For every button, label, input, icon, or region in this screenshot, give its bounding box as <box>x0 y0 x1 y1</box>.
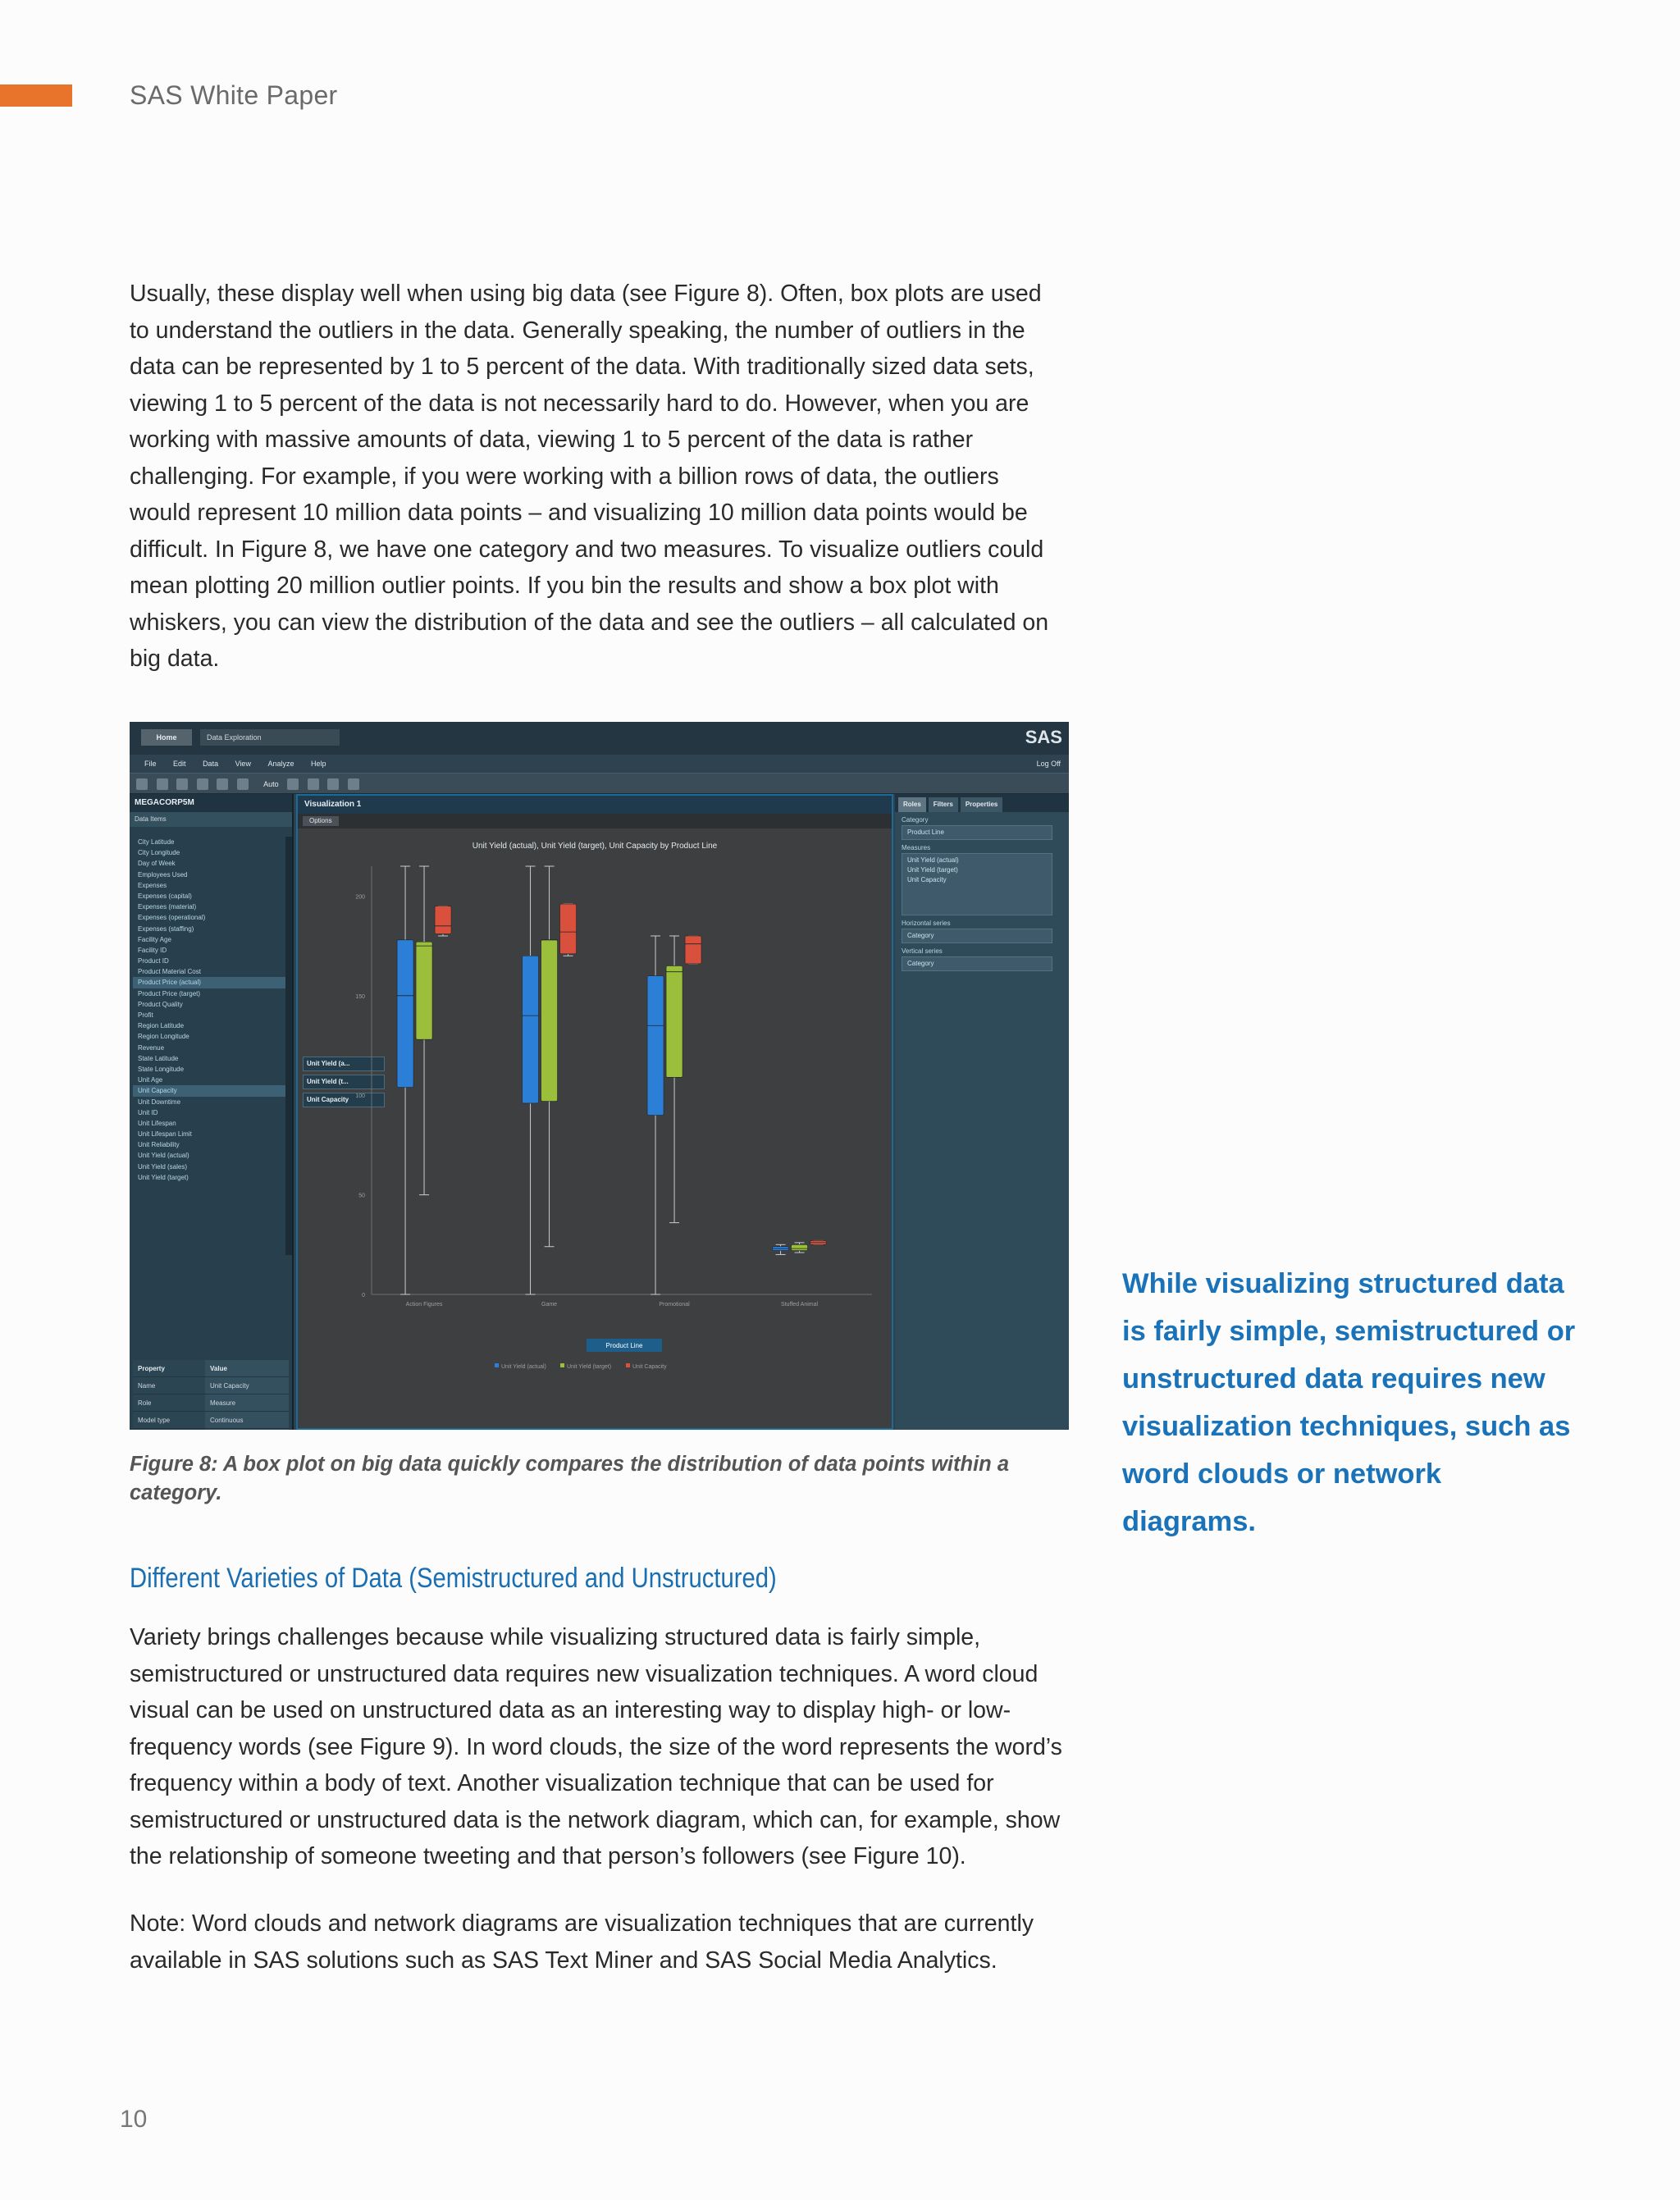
property-table <box>133 1360 289 1430</box>
log-off-link[interactable]: Log Off <box>1036 760 1061 768</box>
page-number: 10 <box>120 2106 148 2133</box>
redo-icon[interactable] <box>217 778 228 790</box>
undo-icon[interactable] <box>197 778 208 790</box>
vertical-series-label: Vertical series <box>902 947 943 955</box>
data-item[interactable]: State Longitude <box>138 1065 185 1073</box>
data-item[interactable]: Revenue <box>138 1043 165 1052</box>
data-item[interactable]: Expenses (material) <box>138 903 197 911</box>
measure-item[interactable]: Unit Yield (actual) <box>907 856 959 864</box>
menu-edit[interactable]: Edit <box>173 760 186 768</box>
legend-swatch <box>495 1363 499 1367</box>
section-paragraph: Variety brings challenges because while visualizing structured data is fairly simple, semistructured or unstructured data requires new visualization techniques. A word cloud visual can be used on unstructured data as an interesting way to display high- or low-frequency words (see Figure 9). In word clouds, the size of the word represents the word’s frequency within a body of text. Another visualization technique that can be used for semistructured or unstructured data is the network diagram, which can, for example, show the relationship of someone tweeting and that person’s followers (see Figure 10). <box>130 1624 1062 1869</box>
data-item[interactable]: Unit Age <box>138 1076 163 1084</box>
options-bar <box>298 814 892 828</box>
data-item[interactable]: Region Longitude <box>138 1033 189 1041</box>
chart-title: Unit Yield (actual), Unit Yield (target), Unit Capacity by Product Line <box>472 842 718 851</box>
menu-analyze[interactable]: Analyze <box>267 760 294 768</box>
measures-role-field[interactable] <box>902 853 1052 915</box>
data-item[interactable]: Profit <box>138 1011 153 1019</box>
roles-pane <box>895 794 1069 1430</box>
section-heading: Different Varieties of Data (Semistructured and Unstructured) <box>130 1563 777 1594</box>
data-item[interactable]: Unit Yield (target) <box>138 1173 189 1181</box>
new-icon[interactable] <box>136 778 148 790</box>
intro-paragraph: Usually, these display well when using big data (see Figure 8). Often, box plots are used to understand the outliers in the data. Generally speaking, the number of outliers in the data can be represented by 1 to 5 percent of the data. With traditionally sized data sets, viewing 1 to 5 percent of the data is not necessarily hard to do. However, when you are working with massive amounts of data, viewing 1 to 5 percent of the data is rather challenging. For example, if you were working with a billion rows of data, the outliers would represent 10 million data points – and visualizing 10 million data points would be difficult. In Figure 8, we have one category and two measures. To visualize outliers could mean plotting 20 million outlier points. If you bin the results and show a box plot with whiskers, you can view the distribution of the data and see the outliers – all calculated on big data. <box>130 281 1049 672</box>
data-item[interactable]: Product Quality <box>138 1000 183 1008</box>
header-accent-bar <box>0 84 72 107</box>
box <box>685 936 701 964</box>
y-tick-label: 50 <box>358 1193 365 1199</box>
data-source-title[interactable]: MEGACORP5M <box>130 794 292 812</box>
property-row[interactable] <box>133 1429 289 1430</box>
tab-properties[interactable]: Properties <box>961 797 1003 812</box>
data-items-header: Data Items <box>130 812 292 827</box>
visualization-title: Visualization 1 <box>298 796 892 814</box>
app-switcher[interactable]: Data Exploration <box>200 729 340 746</box>
data-item[interactable]: Day of Week <box>138 860 176 868</box>
category-role-field[interactable]: Product Line <box>902 825 1052 840</box>
x-tick-label: Action Figures <box>405 1302 443 1308</box>
box <box>435 906 451 934</box>
figure-screenshot <box>130 722 1069 1430</box>
data-item[interactable]: City Longitude <box>138 849 180 857</box>
table-icon[interactable] <box>287 778 299 790</box>
data-item[interactable]: State Latitude <box>138 1054 179 1062</box>
data-item[interactable]: Unit Lifespan <box>138 1119 176 1127</box>
y-tick-label: 200 <box>355 894 365 901</box>
legend-label: Unit Capacity <box>632 1364 667 1370</box>
measures-label: Measures <box>902 844 931 851</box>
data-item[interactable]: Product Price (target) <box>138 989 201 997</box>
toolbar <box>130 773 1069 794</box>
data-item[interactable]: Unit Capacity <box>133 1085 285 1096</box>
visualization-pane <box>296 794 893 1430</box>
x-axis-label: Product Line <box>605 1342 643 1349</box>
data-item[interactable]: Unit Yield (actual) <box>138 1152 189 1160</box>
data-items-list <box>133 837 285 1253</box>
measure-tile-unit-yield-actual[interactable]: Unit Yield (a... <box>303 1057 385 1071</box>
menu-file[interactable]: File <box>144 760 157 768</box>
open-icon[interactable] <box>157 778 168 790</box>
legend-swatch <box>560 1363 564 1367</box>
data-item[interactable]: Product Material Cost <box>138 968 201 976</box>
app-topbar <box>130 722 1069 755</box>
data-item[interactable]: Expenses (staffing) <box>138 924 194 933</box>
category-label: Category <box>902 816 929 824</box>
box <box>541 940 558 1102</box>
box <box>416 942 432 1039</box>
data-item[interactable]: Unit Reliability <box>138 1141 180 1149</box>
property-name <box>133 1429 205 1430</box>
x-tick-label: Game <box>541 1302 558 1308</box>
data-item[interactable]: Facility ID <box>138 946 167 954</box>
property-value <box>205 1429 289 1430</box>
y-tick-label: 150 <box>355 993 365 1000</box>
home-button[interactable]: Home <box>141 729 192 746</box>
data-item[interactable]: Region Latitude <box>138 1022 185 1030</box>
data-item[interactable]: Product Price (actual) <box>133 977 285 988</box>
measure-item[interactable]: Unit Yield (target) <box>907 866 958 874</box>
auto-chart-button[interactable]: Auto <box>263 780 279 788</box>
property-value: Continuous <box>205 1412 289 1429</box>
property-row[interactable] <box>133 1412 289 1429</box>
menu-data[interactable]: Data <box>203 760 219 768</box>
tab-filters[interactable]: Filters <box>929 797 958 812</box>
y-tick-label: 100 <box>355 1093 365 1100</box>
right-pane-tabs <box>895 794 1069 812</box>
property-value: Measure <box>205 1394 289 1412</box>
property-name: Model type <box>133 1412 205 1429</box>
data-item[interactable]: Unit ID <box>138 1108 158 1116</box>
data-item[interactable]: Expenses <box>138 881 167 889</box>
box-plot-icon[interactable] <box>348 778 359 790</box>
property-row[interactable] <box>133 1377 289 1394</box>
horizontal-series-label: Horizontal series <box>902 920 951 927</box>
menu-view[interactable]: View <box>235 760 251 768</box>
property-column-header: Property <box>133 1360 205 1377</box>
property-row[interactable] <box>133 1394 289 1412</box>
add-icon[interactable] <box>237 778 249 790</box>
legend-label: Unit Yield (target) <box>567 1364 612 1370</box>
data-item[interactable]: Facility Age <box>138 935 171 943</box>
figure-caption: Figure 8: A box plot on big data quickly compares the distribution of data points within a category. <box>130 1453 1009 1504</box>
options-button[interactable]: Options <box>303 816 339 826</box>
x-tick-label: Stuffed Animal <box>781 1302 819 1308</box>
box <box>666 965 682 1077</box>
data-item[interactable]: Unit Downtime <box>138 1098 181 1106</box>
line-chart-icon[interactable] <box>327 778 339 790</box>
property-name: Name <box>133 1377 205 1394</box>
property-table-header <box>133 1360 289 1377</box>
property-name: Role <box>133 1394 205 1412</box>
box-plot-chart <box>298 828 892 1427</box>
tab-roles[interactable]: Roles <box>898 797 926 812</box>
data-item[interactable]: City Latitude <box>138 838 175 846</box>
x-tick-label: Promotional <box>659 1302 690 1308</box>
measure-tile-unit-capacity[interactable]: Unit Capacity <box>303 1093 385 1107</box>
pull-quote: While visualizing structured data is fairly simple, semistructured or unstructured data requires new visualization techniques, such as word clouds or network diagrams. <box>1122 1268 1576 1537</box>
box <box>560 904 577 954</box>
running-header: SAS White Paper <box>130 80 338 110</box>
data-items-scrollbar[interactable] <box>285 837 292 1255</box>
legend-swatch <box>626 1363 630 1367</box>
measure-item[interactable]: Unit Capacity <box>907 876 947 883</box>
y-tick-label: 0 <box>362 1293 365 1299</box>
data-item[interactable]: Expenses (capital) <box>138 892 192 900</box>
box <box>397 940 413 1088</box>
measure-tile-unit-yield-target[interactable]: Unit Yield (t... <box>303 1075 385 1089</box>
box <box>523 956 539 1103</box>
sas-logo: SAS <box>1025 727 1062 747</box>
data-item[interactable]: Unit Yield (sales) <box>138 1162 188 1171</box>
bar-chart-icon[interactable] <box>308 778 319 790</box>
box <box>647 976 664 1116</box>
menu-help[interactable]: Help <box>311 760 326 768</box>
data-item[interactable]: Unit Lifespan Limit <box>138 1130 192 1139</box>
data-item[interactable]: Employees Used <box>138 870 188 879</box>
horizontal-series-field[interactable]: Category <box>902 929 1052 943</box>
app-window <box>130 722 1069 1430</box>
vertical-series-field[interactable]: Category <box>902 956 1052 971</box>
data-pane <box>130 794 294 1430</box>
property-value: Unit Capacity <box>205 1377 289 1394</box>
menu-bar <box>130 755 1069 773</box>
data-item[interactable]: Expenses (operational) <box>138 914 206 922</box>
note-paragraph: Note: Word clouds and network diagrams are visualization techniques that are currently available in SAS solutions such as SAS Text Miner and SAS Social Media Analytics. <box>130 1910 1034 1974</box>
save-icon[interactable] <box>176 778 188 790</box>
legend-label: Unit Yield (actual) <box>501 1364 546 1370</box>
box <box>792 1244 808 1250</box>
value-column-header: Value <box>205 1360 289 1377</box>
data-item[interactable]: Product ID <box>138 957 169 965</box>
